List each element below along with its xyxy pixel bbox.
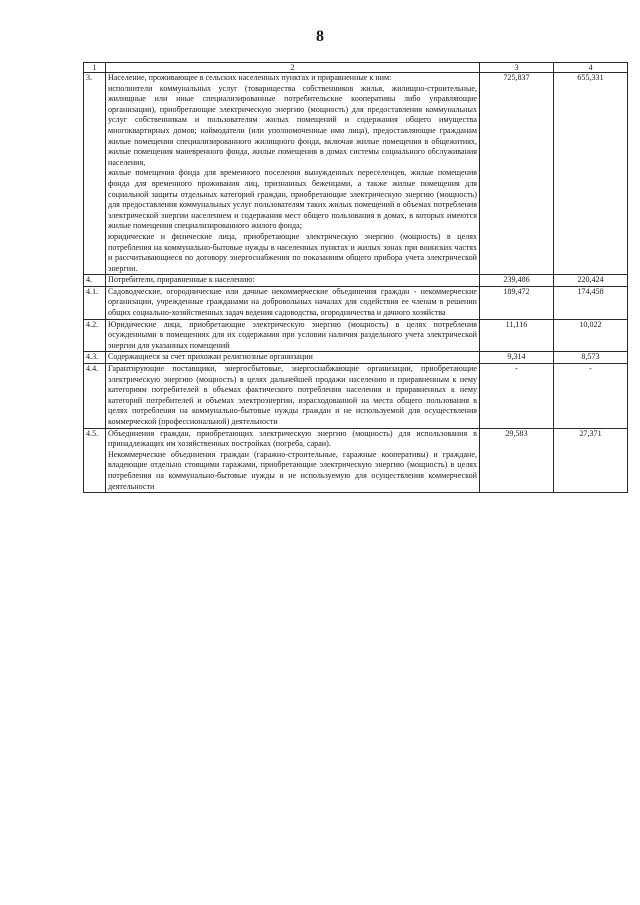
value-col-4: 655,331 bbox=[554, 73, 628, 275]
description-line: жилые помещения фонда для временного поселения вынужденных переселенцев, жилые помещения фонда для временного проживания лиц, признанных беженцами, а также жилые помещения для социальной защиты отдельных категорий граждан, приобретающие электрическую энергию (мощность) для предоставления коммунальных услуг пользователям таких жилых помещений в объемах потребления электрической энергии населением и содержания мест общего пользования в домах, в которых имеются жилые помещения специализированного жилого фонда; bbox=[108, 168, 477, 231]
table-row bbox=[84, 428, 628, 493]
table-row bbox=[84, 352, 628, 364]
row-number: 4.5. bbox=[84, 428, 106, 493]
value-col-3: 189,472 bbox=[480, 286, 554, 319]
header-col-2: 2 bbox=[106, 63, 480, 73]
description-line: Потребители, приравненные к населению: bbox=[108, 275, 255, 285]
header-col-3: 3 bbox=[480, 63, 554, 73]
table-row bbox=[84, 73, 628, 275]
value-col-3: 9,314 bbox=[480, 352, 554, 364]
value-col-3: 725,837 bbox=[480, 73, 554, 275]
description-line: юридические и физические лица, приобретающие электрическую энергию (мощность) в целях потребления на коммунально-бытовые нужды в населенных пунктах и жилых зонах при воинских частях и рассчитывающиеся по договору энергоснабжения по показаниям общего прибора учета электрической энергии. bbox=[108, 231, 477, 273]
value-col-3: - bbox=[480, 364, 554, 429]
header-col-1: 1 bbox=[84, 63, 106, 73]
table-row bbox=[84, 364, 628, 429]
row-description bbox=[106, 428, 480, 493]
row-number: 4.4. bbox=[84, 364, 106, 429]
row-description bbox=[106, 364, 480, 429]
description-line: Объединения граждан, приобретающих электрическую энергию (мощность) для использования в принадлежащих им хозяйственных постройках (погреба, сараи). bbox=[108, 428, 477, 449]
value-col-4: 174,458 bbox=[554, 286, 628, 319]
row-number: 4.2. bbox=[84, 319, 106, 352]
row-number: 3. bbox=[84, 73, 106, 275]
description-line: Население, проживающее в сельских населенных пунктах и приравненные к ним: bbox=[108, 73, 392, 82]
table-header-row bbox=[84, 63, 628, 73]
table-row bbox=[84, 319, 628, 352]
description-line: Некоммерческие объединения граждан (гаражно-строительные, гаражные кооперативы) и граждане, владеющие отдельно стоящими гаражами, приобретающие электрическую энергию (мощность) в целях потребления на коммунально-бытовые нужды и не используемую для осуществления коммерческой деятельности bbox=[108, 449, 477, 491]
row-description bbox=[106, 319, 480, 352]
row-description bbox=[106, 286, 480, 319]
value-col-4: 10,022 bbox=[554, 319, 628, 352]
description-line: исполнители коммунальных услуг (товарищества собственников жилья, жилищно-строительные, жилищные или иные специализированные потребительские кооперативы либо управляющие организации), приобретающие электрическую энергию (мощность) для предоставления коммунальных услуг собственникам и пользователям жилых помещений и содержания общего имущества многоквартирных домов; наймодатели (или уполномоченные ими лица), предоставляющие гражданам жилые помещения специализированного жилищного фонда, включая жилые помещения в общежитиях, жилые помещения маневренного фонда, жилые помещения в домах системы социального обслуживания населения, bbox=[108, 83, 477, 167]
value-col-3: 239,486 bbox=[480, 275, 554, 287]
row-number: 4. bbox=[84, 275, 106, 287]
header-col-4: 4 bbox=[554, 63, 628, 73]
row-number: 4.1. bbox=[84, 286, 106, 319]
description-line: Содержащиеся за счет прихожан религиозные организации bbox=[108, 352, 313, 362]
value-col-3: 29,583 bbox=[480, 428, 554, 493]
table-row bbox=[84, 275, 628, 287]
value-col-4: 8,573 bbox=[554, 352, 628, 364]
row-description bbox=[106, 352, 480, 364]
value-col-4: 27,371 bbox=[554, 428, 628, 493]
value-col-3: 11,116 bbox=[480, 319, 554, 352]
description-line: Юридические лица, приобретающие электрическую энергию (мощность) в целях потребления осужденными в помещениях для их содержания при условии наличия раздельного учета электрической энергии для указанных помещений bbox=[108, 319, 477, 350]
row-description bbox=[106, 275, 480, 287]
description-line: Гарантирующие поставщики, энергосбытовые, энергоснабжающие организации, приобретающие электрическую энергию (мощность) в целях дальнейшей продажи населению и приравненным к нему категориям потребителей в объемах фактического потребления населения и приравненных к нему категорий потребителей и объемах электроэнергии, израсходованной на места общего пользования в целях потребления на коммунально-бытовые нужды граждан и не используемой для осуществления коммерческой (профессиональной) деятельности bbox=[108, 364, 477, 426]
value-col-4: 220,424 bbox=[554, 275, 628, 287]
description-line: Садоводческие, огороднические или дачные некоммерческие объединения граждан - некоммерческие организации, учрежденные гражданами на добровольных началах для содействия ее членам в решении общих социально-хозяйственных задач ведения садоводства, огородничества и дачного хозяйства bbox=[108, 286, 477, 318]
table-row bbox=[84, 286, 628, 319]
page-number: 8 bbox=[316, 28, 324, 45]
value-col-4: - bbox=[554, 364, 628, 429]
row-number: 4.3. bbox=[84, 352, 106, 364]
tariff-table bbox=[83, 62, 628, 493]
row-description bbox=[106, 73, 480, 275]
